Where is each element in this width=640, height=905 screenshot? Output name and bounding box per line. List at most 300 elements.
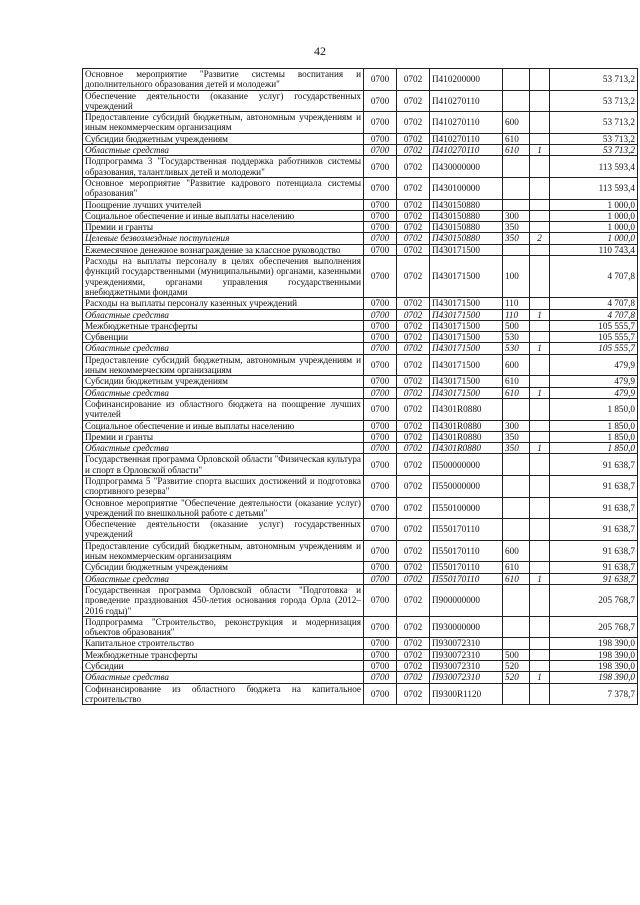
section-code: 0700: [364, 519, 397, 541]
expense-type-code: 520: [503, 661, 530, 672]
target-article-code: П410200000: [430, 69, 503, 91]
funding-source-code: [530, 616, 550, 638]
amount: 4 707,8: [550, 256, 638, 298]
subsection-code: 0702: [397, 540, 430, 562]
section-code: 0700: [364, 443, 397, 454]
funding-source-code: [530, 244, 550, 255]
table-row: [83, 112, 638, 134]
subsection-code: 0702: [397, 133, 430, 144]
funding-source-code: [530, 475, 550, 497]
section-code: 0700: [364, 497, 397, 519]
section-code: 0700: [364, 616, 397, 638]
funding-source-code: [530, 420, 550, 431]
section-code: 0700: [364, 661, 397, 672]
funding-source-code: [530, 332, 550, 343]
subsection-code: 0702: [397, 420, 430, 431]
table-row: [83, 156, 638, 178]
expense-type-code: [503, 90, 530, 112]
funding-source-code: [530, 519, 550, 541]
table-row: [83, 454, 638, 476]
target-article-code: П930072310: [430, 661, 503, 672]
row-name: Капитальное строительство: [83, 638, 364, 649]
target-article-code: П430150880: [430, 233, 503, 244]
subsection-code: 0702: [397, 454, 430, 476]
section-code: 0700: [364, 320, 397, 331]
section-code: 0700: [364, 354, 397, 376]
target-article-code: П4301R0880: [430, 398, 503, 420]
table-row: [83, 177, 638, 199]
section-code: 0700: [364, 256, 397, 298]
row-name: Межбюджетные трансферты: [83, 649, 364, 660]
row-name: Областные средства: [83, 443, 364, 454]
row-name: Межбюджетные трансферты: [83, 320, 364, 331]
section-code: 0700: [364, 649, 397, 660]
amount: 198 390,0: [550, 638, 638, 649]
funding-source-code: [530, 177, 550, 199]
table-row: [83, 683, 638, 705]
section-code: 0700: [364, 540, 397, 562]
target-article-code: П430150880: [430, 210, 503, 221]
expense-type-code: 500: [503, 649, 530, 660]
target-article-code: П410270110: [430, 133, 503, 144]
table-row: [83, 387, 638, 398]
amount: 7 378,7: [550, 683, 638, 705]
funding-source-code: [530, 638, 550, 649]
subsection-code: 0702: [397, 320, 430, 331]
funding-source-code: [530, 90, 550, 112]
row-name: Субсидии: [83, 661, 364, 672]
row-name: Подпрограмма 3 "Государственная поддержка работников системы образования, талантливых детей и молодежи": [83, 156, 364, 178]
target-article-code: П430171500: [430, 298, 503, 309]
row-name: Основное мероприятие "Развитие кадрового потенциала системы образования": [83, 177, 364, 199]
row-name: Субсидии бюджетным учреждениям: [83, 133, 364, 144]
row-name: Подпрограмма 5 "Развитие спорта высших достижений и подготовка спортивного резерва": [83, 475, 364, 497]
expense-type-code: [503, 69, 530, 91]
section-code: 0700: [364, 454, 397, 476]
subsection-code: 0702: [397, 256, 430, 298]
target-article-code: П930000000: [430, 616, 503, 638]
budget-table: [82, 68, 638, 705]
funding-source-code: [530, 320, 550, 331]
row-name: Областные средства: [83, 309, 364, 320]
amount: 4 707,8: [550, 309, 638, 320]
table-row: [83, 562, 638, 573]
row-name: Государственная программа Орловской области "Физическая культура и спорт в Орловской области": [83, 454, 364, 476]
row-name: Субвенции: [83, 332, 364, 343]
subsection-code: 0702: [397, 387, 430, 398]
amount: 53 713,2: [550, 90, 638, 112]
subsection-code: 0702: [397, 90, 430, 112]
row-name: Областные средства: [83, 387, 364, 398]
amount: 205 768,7: [550, 584, 638, 616]
subsection-code: 0702: [397, 616, 430, 638]
amount: 1 850,0: [550, 443, 638, 454]
expense-type-code: [503, 475, 530, 497]
amount: 198 390,0: [550, 672, 638, 683]
row-name: Ежемесячное денежное вознаграждение за классное руководство: [83, 244, 364, 255]
section-code: 0700: [364, 222, 397, 233]
row-name: Субсидии бюджетным учреждениям: [83, 562, 364, 573]
expense-type-code: 300: [503, 420, 530, 431]
row-name: Субсидии бюджетным учреждениям: [83, 376, 364, 387]
table-row: [83, 431, 638, 442]
subsection-code: 0702: [397, 661, 430, 672]
subsection-code: 0702: [397, 398, 430, 420]
subsection-code: 0702: [397, 199, 430, 210]
row-name: Поощрение лучших учителей: [83, 199, 364, 210]
amount: 91 638,7: [550, 475, 638, 497]
table-row: [83, 210, 638, 221]
section-code: 0700: [364, 156, 397, 178]
amount: 105 555,7: [550, 343, 638, 354]
section-code: 0700: [364, 343, 397, 354]
target-article-code: П9300R1120: [430, 683, 503, 705]
table-row: [83, 354, 638, 376]
row-name: Премии и гранты: [83, 431, 364, 442]
subsection-code: 0702: [397, 672, 430, 683]
amount: 53 713,2: [550, 69, 638, 91]
funding-source-code: 2: [530, 233, 550, 244]
table-row: [83, 661, 638, 672]
expense-type-code: [503, 638, 530, 649]
subsection-code: 0702: [397, 562, 430, 573]
row-name: Социальное обеспечение и иные выплаты населению: [83, 420, 364, 431]
table-row: [83, 199, 638, 210]
section-code: 0700: [364, 683, 397, 705]
target-article-code: П430171500: [430, 354, 503, 376]
subsection-code: 0702: [397, 638, 430, 649]
subsection-code: 0702: [397, 431, 430, 442]
target-article-code: П430100000: [430, 177, 503, 199]
section-code: 0700: [364, 298, 397, 309]
funding-source-code: 1: [530, 145, 550, 156]
table-row: [83, 244, 638, 255]
section-code: 0700: [364, 672, 397, 683]
row-name: Областные средства: [83, 672, 364, 683]
amount: 113 593,4: [550, 156, 638, 178]
row-name: Софинансирование из областного бюджета на поощрение лучших учителей: [83, 398, 364, 420]
expense-type-code: 610: [503, 573, 530, 584]
table-row: [83, 376, 638, 387]
subsection-code: 0702: [397, 497, 430, 519]
expense-type-code: [503, 519, 530, 541]
table-row: [83, 616, 638, 638]
funding-source-code: [530, 431, 550, 442]
target-article-code: П430171500: [430, 320, 503, 331]
funding-source-code: [530, 562, 550, 573]
section-code: 0700: [364, 69, 397, 91]
expense-type-code: [503, 398, 530, 420]
funding-source-code: 1: [530, 343, 550, 354]
amount: 4 707,8: [550, 298, 638, 309]
table-row: [83, 584, 638, 616]
amount: 479,9: [550, 387, 638, 398]
row-name: Обеспечение деятельности (оказание услуг) государственных учреждений: [83, 90, 364, 112]
section-code: 0700: [364, 112, 397, 134]
funding-source-code: [530, 256, 550, 298]
expense-type-code: [503, 199, 530, 210]
target-article-code: П550170110: [430, 562, 503, 573]
section-code: 0700: [364, 244, 397, 255]
section-code: 0700: [364, 90, 397, 112]
funding-source-code: 1: [530, 387, 550, 398]
funding-source-code: [530, 540, 550, 562]
funding-source-code: [530, 376, 550, 387]
target-article-code: П550000000: [430, 475, 503, 497]
subsection-code: 0702: [397, 443, 430, 454]
section-code: 0700: [364, 475, 397, 497]
table-row: [83, 343, 638, 354]
funding-source-code: [530, 156, 550, 178]
target-article-code: П550170110: [430, 540, 503, 562]
amount: 1 000,0: [550, 199, 638, 210]
table-row: [83, 497, 638, 519]
row-name: Государственная программа Орловской области "Подготовка и проведение празднования 450-летия основания города Орла (2012–2016 годы)": [83, 584, 364, 616]
subsection-code: 0702: [397, 145, 430, 156]
section-code: 0700: [364, 398, 397, 420]
row-name: Обеспечение деятельности (оказание услуг) государственных учреждений: [83, 519, 364, 541]
row-name: Социальное обеспечение и иные выплаты населению: [83, 210, 364, 221]
subsection-code: 0702: [397, 573, 430, 584]
amount: 1 850,0: [550, 420, 638, 431]
section-code: 0700: [364, 573, 397, 584]
table-row: [83, 672, 638, 683]
table-row: [83, 649, 638, 660]
budget-table-body: [83, 69, 638, 705]
target-article-code: П430171500: [430, 343, 503, 354]
section-code: 0700: [364, 387, 397, 398]
table-row: [83, 233, 638, 244]
target-article-code: П410270110: [430, 112, 503, 134]
section-code: 0700: [364, 332, 397, 343]
amount: 53 713,2: [550, 112, 638, 134]
expense-type-code: [503, 683, 530, 705]
expense-type-code: 610: [503, 376, 530, 387]
expense-type-code: 610: [503, 562, 530, 573]
row-name: Предоставление субсидий бюджетным, автономным учреждениям и иным некоммерческим организациям: [83, 354, 364, 376]
target-article-code: П550170110: [430, 519, 503, 541]
section-code: 0700: [364, 133, 397, 144]
table-row: [83, 420, 638, 431]
section-code: 0700: [364, 233, 397, 244]
amount: 91 638,7: [550, 540, 638, 562]
target-article-code: П430000000: [430, 156, 503, 178]
target-article-code: П930072310: [430, 638, 503, 649]
amount: 113 593,4: [550, 177, 638, 199]
target-article-code: П4301R0880: [430, 420, 503, 431]
table-row: [83, 519, 638, 541]
row-name: Расходы на выплаты персоналу в целях обеспечения выполнения функций государственными (муниципальными) органами, казенными учреждениями, органами управления государственными внебюджетными фондами: [83, 256, 364, 298]
target-article-code: П410270110: [430, 145, 503, 156]
amount: 91 638,7: [550, 562, 638, 573]
funding-source-code: [530, 584, 550, 616]
amount: 205 768,7: [550, 616, 638, 638]
row-name: Предоставление субсидий бюджетным, автономным учреждениям и иным некоммерческим организациям: [83, 112, 364, 134]
section-code: 0700: [364, 145, 397, 156]
amount: 198 390,0: [550, 661, 638, 672]
subsection-code: 0702: [397, 519, 430, 541]
expense-type-code: [503, 616, 530, 638]
table-row: [83, 573, 638, 584]
amount: 1 000,0: [550, 222, 638, 233]
funding-source-code: [530, 649, 550, 660]
target-article-code: П930072310: [430, 649, 503, 660]
page-number: 42: [314, 44, 326, 58]
amount: 198 390,0: [550, 649, 638, 660]
amount: 1 850,0: [550, 398, 638, 420]
amount: 1 000,0: [550, 210, 638, 221]
funding-source-code: [530, 454, 550, 476]
expense-type-code: 500: [503, 320, 530, 331]
table-row: [83, 443, 638, 454]
amount: 91 638,7: [550, 454, 638, 476]
row-name: Основное мероприятие "Развитие системы воспитания и дополнительного образования детей и молодежи": [83, 69, 364, 91]
amount: 479,9: [550, 354, 638, 376]
subsection-code: 0702: [397, 177, 430, 199]
target-article-code: П550170110: [430, 573, 503, 584]
target-article-code: П4301R0880: [430, 431, 503, 442]
target-article-code: П430171500: [430, 309, 503, 320]
funding-source-code: 1: [530, 573, 550, 584]
target-article-code: П410270110: [430, 90, 503, 112]
subsection-code: 0702: [397, 332, 430, 343]
table-row: [83, 145, 638, 156]
table-row: [83, 309, 638, 320]
target-article-code: П430171500: [430, 256, 503, 298]
expense-type-code: 600: [503, 112, 530, 134]
row-name: Областные средства: [83, 145, 364, 156]
subsection-code: 0702: [397, 343, 430, 354]
funding-source-code: [530, 112, 550, 134]
section-code: 0700: [364, 199, 397, 210]
funding-source-code: [530, 222, 550, 233]
funding-source-code: [530, 683, 550, 705]
expense-type-code: 100: [503, 256, 530, 298]
expense-type-code: [503, 156, 530, 178]
expense-type-code: 600: [503, 354, 530, 376]
subsection-code: 0702: [397, 244, 430, 255]
funding-source-code: [530, 199, 550, 210]
target-article-code: П430150880: [430, 222, 503, 233]
section-code: 0700: [364, 584, 397, 616]
expense-type-code: [503, 244, 530, 255]
target-article-code: П430171500: [430, 376, 503, 387]
amount: 91 638,7: [550, 519, 638, 541]
expense-type-code: 300: [503, 210, 530, 221]
section-code: 0700: [364, 638, 397, 649]
amount: 1 850,0: [550, 431, 638, 442]
table-row: [83, 475, 638, 497]
amount: 1 000,0: [550, 233, 638, 244]
row-name: Целевые безвозмездные поступления: [83, 233, 364, 244]
table-row: [83, 298, 638, 309]
row-name: Предоставление субсидий бюджетным, автономным учреждениям и иным некоммерческим организациям: [83, 540, 364, 562]
target-article-code: П430171500: [430, 332, 503, 343]
funding-source-code: 1: [530, 443, 550, 454]
amount: 53 713,2: [550, 133, 638, 144]
expense-type-code: 520: [503, 672, 530, 683]
section-code: 0700: [364, 177, 397, 199]
funding-source-code: [530, 133, 550, 144]
table-row: [83, 256, 638, 298]
amount: 91 638,7: [550, 573, 638, 584]
subsection-code: 0702: [397, 584, 430, 616]
funding-source-code: [530, 354, 550, 376]
subsection-code: 0702: [397, 233, 430, 244]
section-code: 0700: [364, 420, 397, 431]
section-code: 0700: [364, 309, 397, 320]
target-article-code: П500000000: [430, 454, 503, 476]
target-article-code: П900000000: [430, 584, 503, 616]
row-name: Премии и гранты: [83, 222, 364, 233]
row-name: Областные средства: [83, 573, 364, 584]
section-code: 0700: [364, 376, 397, 387]
expense-type-code: 530: [503, 343, 530, 354]
amount: 479,9: [550, 376, 638, 387]
target-article-code: П550100000: [430, 497, 503, 519]
funding-source-code: [530, 398, 550, 420]
target-article-code: П430171500: [430, 244, 503, 255]
expense-type-code: 610: [503, 133, 530, 144]
row-name: Расходы на выплаты персоналу казенных учреждений: [83, 298, 364, 309]
table-row: [83, 398, 638, 420]
subsection-code: 0702: [397, 354, 430, 376]
expense-type-code: 110: [503, 298, 530, 309]
amount: 91 638,7: [550, 497, 638, 519]
target-article-code: П930072310: [430, 672, 503, 683]
expense-type-code: 350: [503, 222, 530, 233]
table-row: [83, 222, 638, 233]
funding-source-code: [530, 210, 550, 221]
amount: 105 555,7: [550, 332, 638, 343]
table-row: [83, 638, 638, 649]
target-article-code: П430171500: [430, 387, 503, 398]
row-name: Основное мероприятие "Обеспечение деятельности (оказание услуг) учреждений по внешкольной работе с детьми": [83, 497, 364, 519]
section-code: 0700: [364, 210, 397, 221]
expense-type-code: 350: [503, 233, 530, 244]
table-row: [83, 540, 638, 562]
funding-source-code: [530, 298, 550, 309]
expense-type-code: [503, 454, 530, 476]
subsection-code: 0702: [397, 649, 430, 660]
table-row: [83, 133, 638, 144]
expense-type-code: 110: [503, 309, 530, 320]
expense-type-code: 600: [503, 540, 530, 562]
subsection-code: 0702: [397, 112, 430, 134]
table-row: [83, 320, 638, 331]
amount: 110 743,4: [550, 244, 638, 255]
funding-source-code: [530, 69, 550, 91]
row-name: Областные средства: [83, 343, 364, 354]
subsection-code: 0702: [397, 69, 430, 91]
subsection-code: 0702: [397, 298, 430, 309]
section-code: 0700: [364, 431, 397, 442]
subsection-code: 0702: [397, 222, 430, 233]
row-name: Софинансирование из областного бюджета на капитальное строительство: [83, 683, 364, 705]
expense-type-code: 530: [503, 332, 530, 343]
subsection-code: 0702: [397, 475, 430, 497]
subsection-code: 0702: [397, 210, 430, 221]
expense-type-code: [503, 177, 530, 199]
table-row: [83, 90, 638, 112]
subsection-code: 0702: [397, 309, 430, 320]
expense-type-code: 610: [503, 145, 530, 156]
expense-type-code: [503, 497, 530, 519]
table-row: [83, 332, 638, 343]
funding-source-code: 1: [530, 309, 550, 320]
amount: 105 555,7: [550, 320, 638, 331]
expense-type-code: [503, 584, 530, 616]
